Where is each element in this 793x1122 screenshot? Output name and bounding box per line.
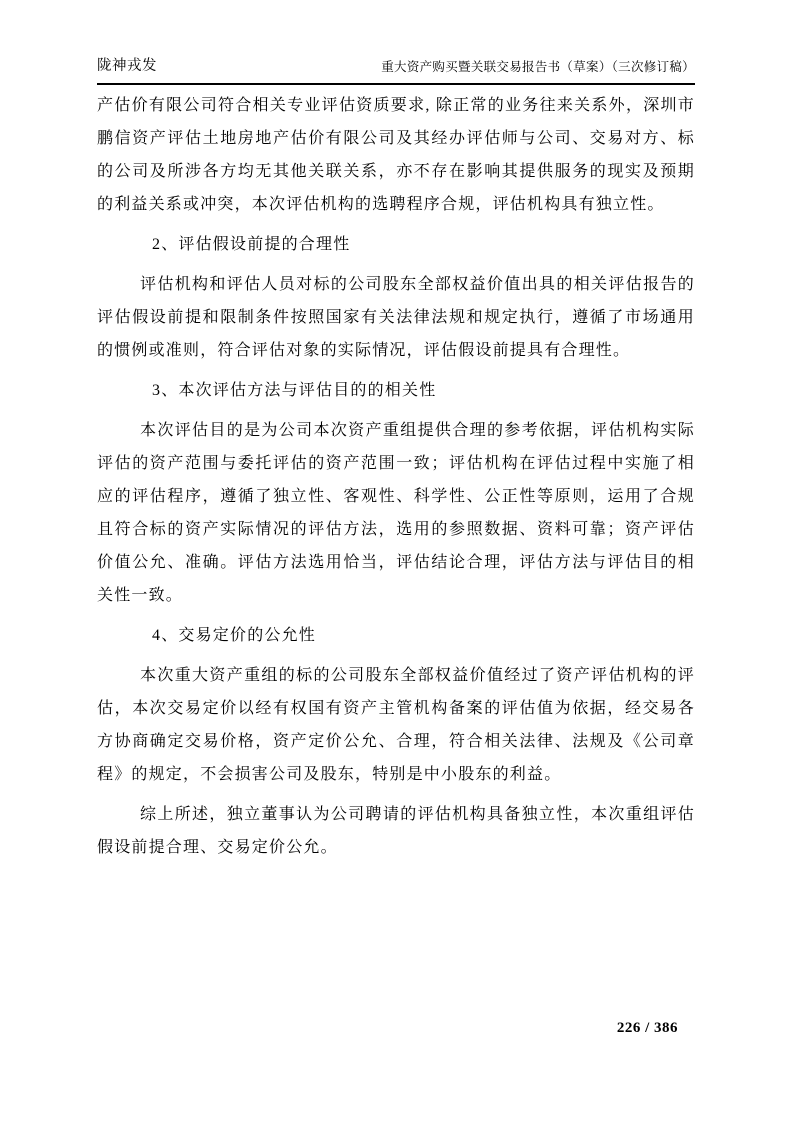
section-heading-4: 4、交易定价的公允性	[152, 627, 317, 644]
header-doc-short-title: 陇神戎发	[97, 58, 157, 74]
section-heading-3: 3、本次评估方法与评估目的的相关性	[152, 382, 437, 399]
header-divider	[97, 83, 695, 85]
body-paragraph: 评估机构和评估人员对标的公司股东全部权益价值出具的相关评估报告的评估假设前提和限制条件按照国家有关法律法规和规定执行，遵循了市场通用的惯例或准则，符合评估对象的实际情况，评估假设前提具有合理性。	[97, 276, 695, 359]
header-doc-full-title: 重大资产购买暨关联交易报告书（草案）（三次修订稿）	[381, 60, 695, 74]
document-body	[97, 89, 695, 871]
body-paragraph: 本次重大资产重组的标的公司股东全部权益价值经过了资产评估机构的评估，本次交易定价以经有权国有资产主管机构备案的评估值为依据，经交易各方协商确定交易价格，资产定价公允、合理，符合相关法律、法规及《公司章程》的规定，不会损害公司及股东，特别是中小股东的利益。	[97, 667, 695, 783]
page-number: 226 / 386	[616, 1020, 678, 1036]
body-paragraph-continued: 产估价有限公司符合相关专业评估资质要求, 除正常的业务往来关系外，深圳市鹏信资产评估土地房地产估价有限公司及其经办评估师与公司、交易对方、标的公司及所涉各方均无其他关联关系，亦不存在影响其提供服务的现实及预期的利益关系或冲突，本次评估机构的选聘程序合规，评估机构具有独立性。	[97, 97, 695, 213]
body-paragraph-conclusion: 综上所述，独立董事认为公司聘请的评估机构具备独立性，本次重组评估假设前提合理、交易定价公允。	[97, 806, 695, 856]
section-heading-2: 2、评估假设前提的合理性	[152, 236, 351, 253]
body-paragraph: 本次评估目的是为公司本次资产重组提供合理的参考依据，评估机构实际评估的资产范围与委托评估的资产范围一致；评估机构在评估过程中实施了相应的评估程序，遵循了独立性、客观性、科学性、公正性等原则，运用了合规且符合标的资产实际情况的评估方法，选用的参照数据、资料可靠；资产评估价值公允、准确。评估方法选用恰当，评估结论合理，评估方法与评估目的相关性一致。	[97, 422, 695, 604]
